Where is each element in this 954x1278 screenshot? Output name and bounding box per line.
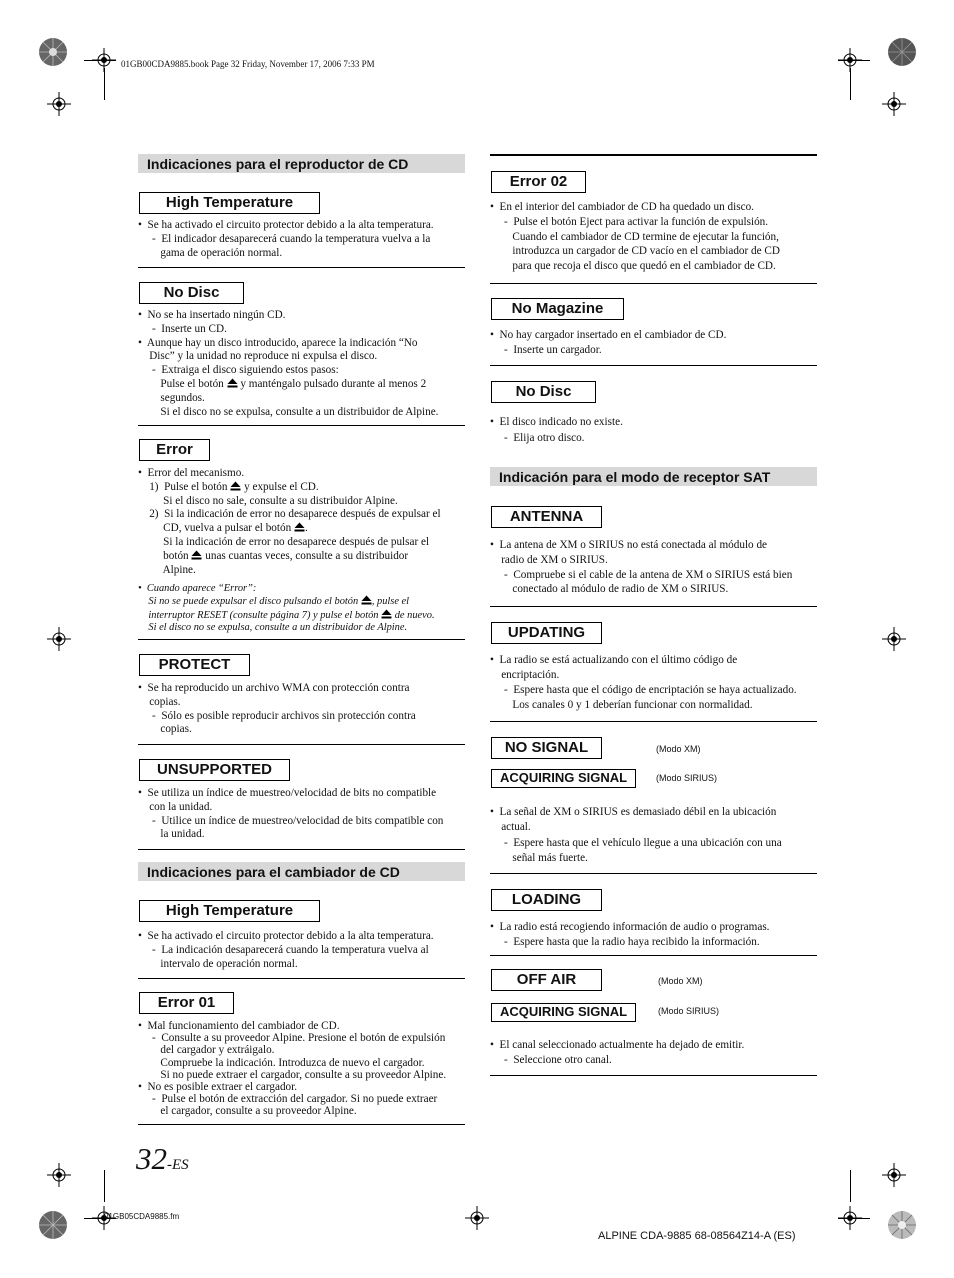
- divider: [490, 283, 817, 284]
- divider: [138, 849, 465, 850]
- label-updating: UPDATING: [491, 622, 602, 644]
- registration-mark-icon: [882, 627, 906, 651]
- text-block: • Se ha reproducido un archivo WMA con protección contra copias. - Sólo es posible reproducir archivos sin protección contra copias.: [138, 682, 416, 736]
- trim-line: [104, 1170, 105, 1202]
- trim-line: [84, 60, 116, 61]
- text-block: • La antena de XM o SIRIUS no está conectada al módulo de radio de XM o SIRIUS. - Compruebe si el cable de la antena de XM o SIRIUS está bien conectado al módulo de radio de XM o SIRIUS.: [490, 539, 793, 596]
- divider: [138, 267, 465, 268]
- label-error-02: Error 02: [491, 171, 586, 193]
- model-code: ALPINE CDA-9885 68-08564Z14-A (ES): [598, 1230, 796, 1242]
- divider: [138, 639, 465, 640]
- section-heading-cd-player: Indicaciones para el reproductor de CD: [138, 154, 465, 173]
- text-block: • No se ha insertado ningún CD. - Inserte un CD. • Aunque hay un disco introducido, aparece la indicación “No Disc” y la unidad no reproduce ni expulsa el disco. - Extraiga el disco siguiendo estos pasos: Pulse el botón y manténgalo pulsado durante al menos 2 segundos. Si el disco no se expulsa, consulte a un distribuidor de Alpine.: [138, 309, 439, 418]
- section-heading-sat-receiver: Indicación para el modo de receptor SAT: [490, 467, 817, 486]
- label-no-magazine: No Magazine: [491, 298, 624, 320]
- label-antenna: ANTENNA: [491, 506, 602, 528]
- file-name: 01GB05CDA9885.fm: [104, 1212, 180, 1221]
- divider: [490, 606, 817, 607]
- text-block: • La radio se está actualizando con el último código de encriptación. - Espere hasta que el código de encriptación se haya actualizado. Los canales 0 y 1 deberían funcionar con normalidad.: [490, 654, 797, 711]
- section-heading-cd-changer: Indicaciones para el cambiador de CD: [138, 862, 465, 881]
- registration-mark-icon: [47, 1163, 71, 1187]
- eject-icon: [381, 609, 392, 619]
- label-error: Error: [139, 439, 210, 461]
- eject-icon: [230, 481, 241, 491]
- gray-target-icon: [887, 37, 917, 67]
- divider: [490, 721, 817, 722]
- divider: [490, 365, 817, 366]
- trim-line: [104, 68, 105, 100]
- registration-mark-icon: [47, 627, 71, 651]
- gray-target-icon: [38, 37, 68, 67]
- text-block: • Se utiliza un índice de muestreo/velocidad de bits no compatible con la unidad. - Utilice un índice de muestreo/velocidad de bits compatible con la unidad.: [138, 787, 444, 841]
- label-unsupported: UNSUPPORTED: [139, 759, 290, 781]
- mode-sirius-note: (Modo SIRIUS): [656, 773, 718, 783]
- divider: [138, 978, 465, 979]
- registration-mark-icon: [882, 1163, 906, 1187]
- divider: [490, 1075, 817, 1076]
- page-number: 32-ES: [136, 1141, 189, 1176]
- mode-xm-note: (Modo XM): [656, 744, 701, 754]
- eject-icon: [361, 595, 372, 605]
- text-block: • Mal funcionamiento del cambiador de CD. - Consulte a su proveedor Alpine. Presione el botón de expulsión del cargador y extráigalo. Compruebe la indicación. Introduzca de nuevo el cargador. Si no puede extraer el cargador, consulte a su proveedor Alpine. • No es posible extraer el cargador. - Pulse el botón de extracción del cargador. Si no puede extraer el cargador, consulte a su proveedor Alpine.: [138, 1020, 447, 1118]
- eject-icon: [227, 378, 238, 388]
- text-block: • Se ha activado el circuito protector debido a la alta temperatura. - El indicador desaparecerá cuando la temperatura vuelva a la gama de operación normal.: [138, 219, 434, 259]
- text-block: • Error del mecanismo. 1) Pulse el botón y expulse el CD. Si el disco no sale, consulte a su distribuidor Alpine. 2) Si la indicación de error no desaparece después de expulsar el CD, vuelva a pulsar el botón . Si la indicación de error no desaparece después de pulsar el botón unas cuantas veces, consulte a su distribuidor Alpine.: [138, 467, 441, 576]
- divider: [138, 744, 465, 745]
- registration-mark-icon: [465, 1206, 489, 1230]
- label-high-temperature: High Temperature: [139, 192, 320, 214]
- gray-target-icon: [887, 1210, 917, 1240]
- trim-line: [838, 60, 870, 61]
- label-loading: LOADING: [491, 889, 602, 911]
- label-acquiring-signal: ACQUIRING SIGNAL: [491, 1003, 636, 1022]
- divider: [138, 1124, 465, 1125]
- divider: [490, 873, 817, 874]
- text-block: • En el interior del cambiador de CD ha quedado un disco. - Pulse el botón Eject para activar la función de expulsión. Cuando el cambiador de CD termine de ejecutar la función, introduzca un cargador de CD vacío en el cambiador de CD para que recoja el disco que quedó en el cambiador de CD.: [490, 201, 780, 273]
- text-block: • El canal seleccionado actualmente ha dejado de emitir. - Seleccione otro canal.: [490, 1039, 745, 1066]
- divider: [490, 154, 817, 156]
- registration-mark-icon: [882, 92, 906, 116]
- text-block: • No hay cargador insertado en el cambiador de CD. - Inserte un cargador.: [490, 329, 727, 356]
- eject-icon: [191, 550, 202, 560]
- gray-target-icon: [38, 1210, 68, 1240]
- label-off-air: OFF AIR: [491, 969, 602, 991]
- eject-icon: [294, 522, 305, 532]
- divider: [138, 425, 465, 426]
- label-no-disc: No Disc: [491, 381, 596, 403]
- book-info: 01GB00CDA9885.book Page 32 Friday, November 17, 2006 7:33 PM: [121, 59, 375, 69]
- text-block: • El disco indicado no existe. - Elija otro disco.: [490, 416, 623, 444]
- text-block: • Se ha activado el circuito protector debido a la alta temperatura. - La indicación desaparecerá cuando la temperatura vuelva al intervalo de operación normal.: [138, 930, 434, 970]
- text-block: • La radio está recogiendo información de audio o programas. - Espere hasta que la radio haya recibido la información.: [490, 921, 770, 948]
- trim-line: [850, 68, 851, 100]
- note-block: • Cuando aparece “Error”: Si no se puede expulsar el disco pulsando el botón , pulse el interruptor RESET (consulte página 7) y pulse el botón de nuevo. Si el disco no se expulsa, consulte a un distribuidor de Alpine.: [138, 583, 435, 634]
- label-acquiring-signal: ACQUIRING SIGNAL: [491, 769, 636, 788]
- label-high-temperature: High Temperature: [139, 900, 320, 922]
- mode-xm-note: (Modo XM): [658, 976, 703, 986]
- mode-sirius-note: (Modo SIRIUS): [658, 1006, 720, 1016]
- divider: [490, 955, 817, 956]
- trim-line: [850, 1170, 851, 1202]
- registration-mark-icon: [47, 92, 71, 116]
- label-protect: PROTECT: [139, 654, 250, 676]
- label-no-signal: NO SIGNAL: [491, 737, 602, 759]
- label-no-disc: No Disc: [139, 282, 244, 304]
- text-block: • La señal de XM o SIRIUS es demasiado débil en la ubicación actual. - Espere hasta que el vehículo llegue a una ubicación con una señal más fuerte.: [490, 806, 782, 864]
- label-error-01: Error 01: [139, 992, 234, 1014]
- trim-line: [838, 1218, 870, 1219]
